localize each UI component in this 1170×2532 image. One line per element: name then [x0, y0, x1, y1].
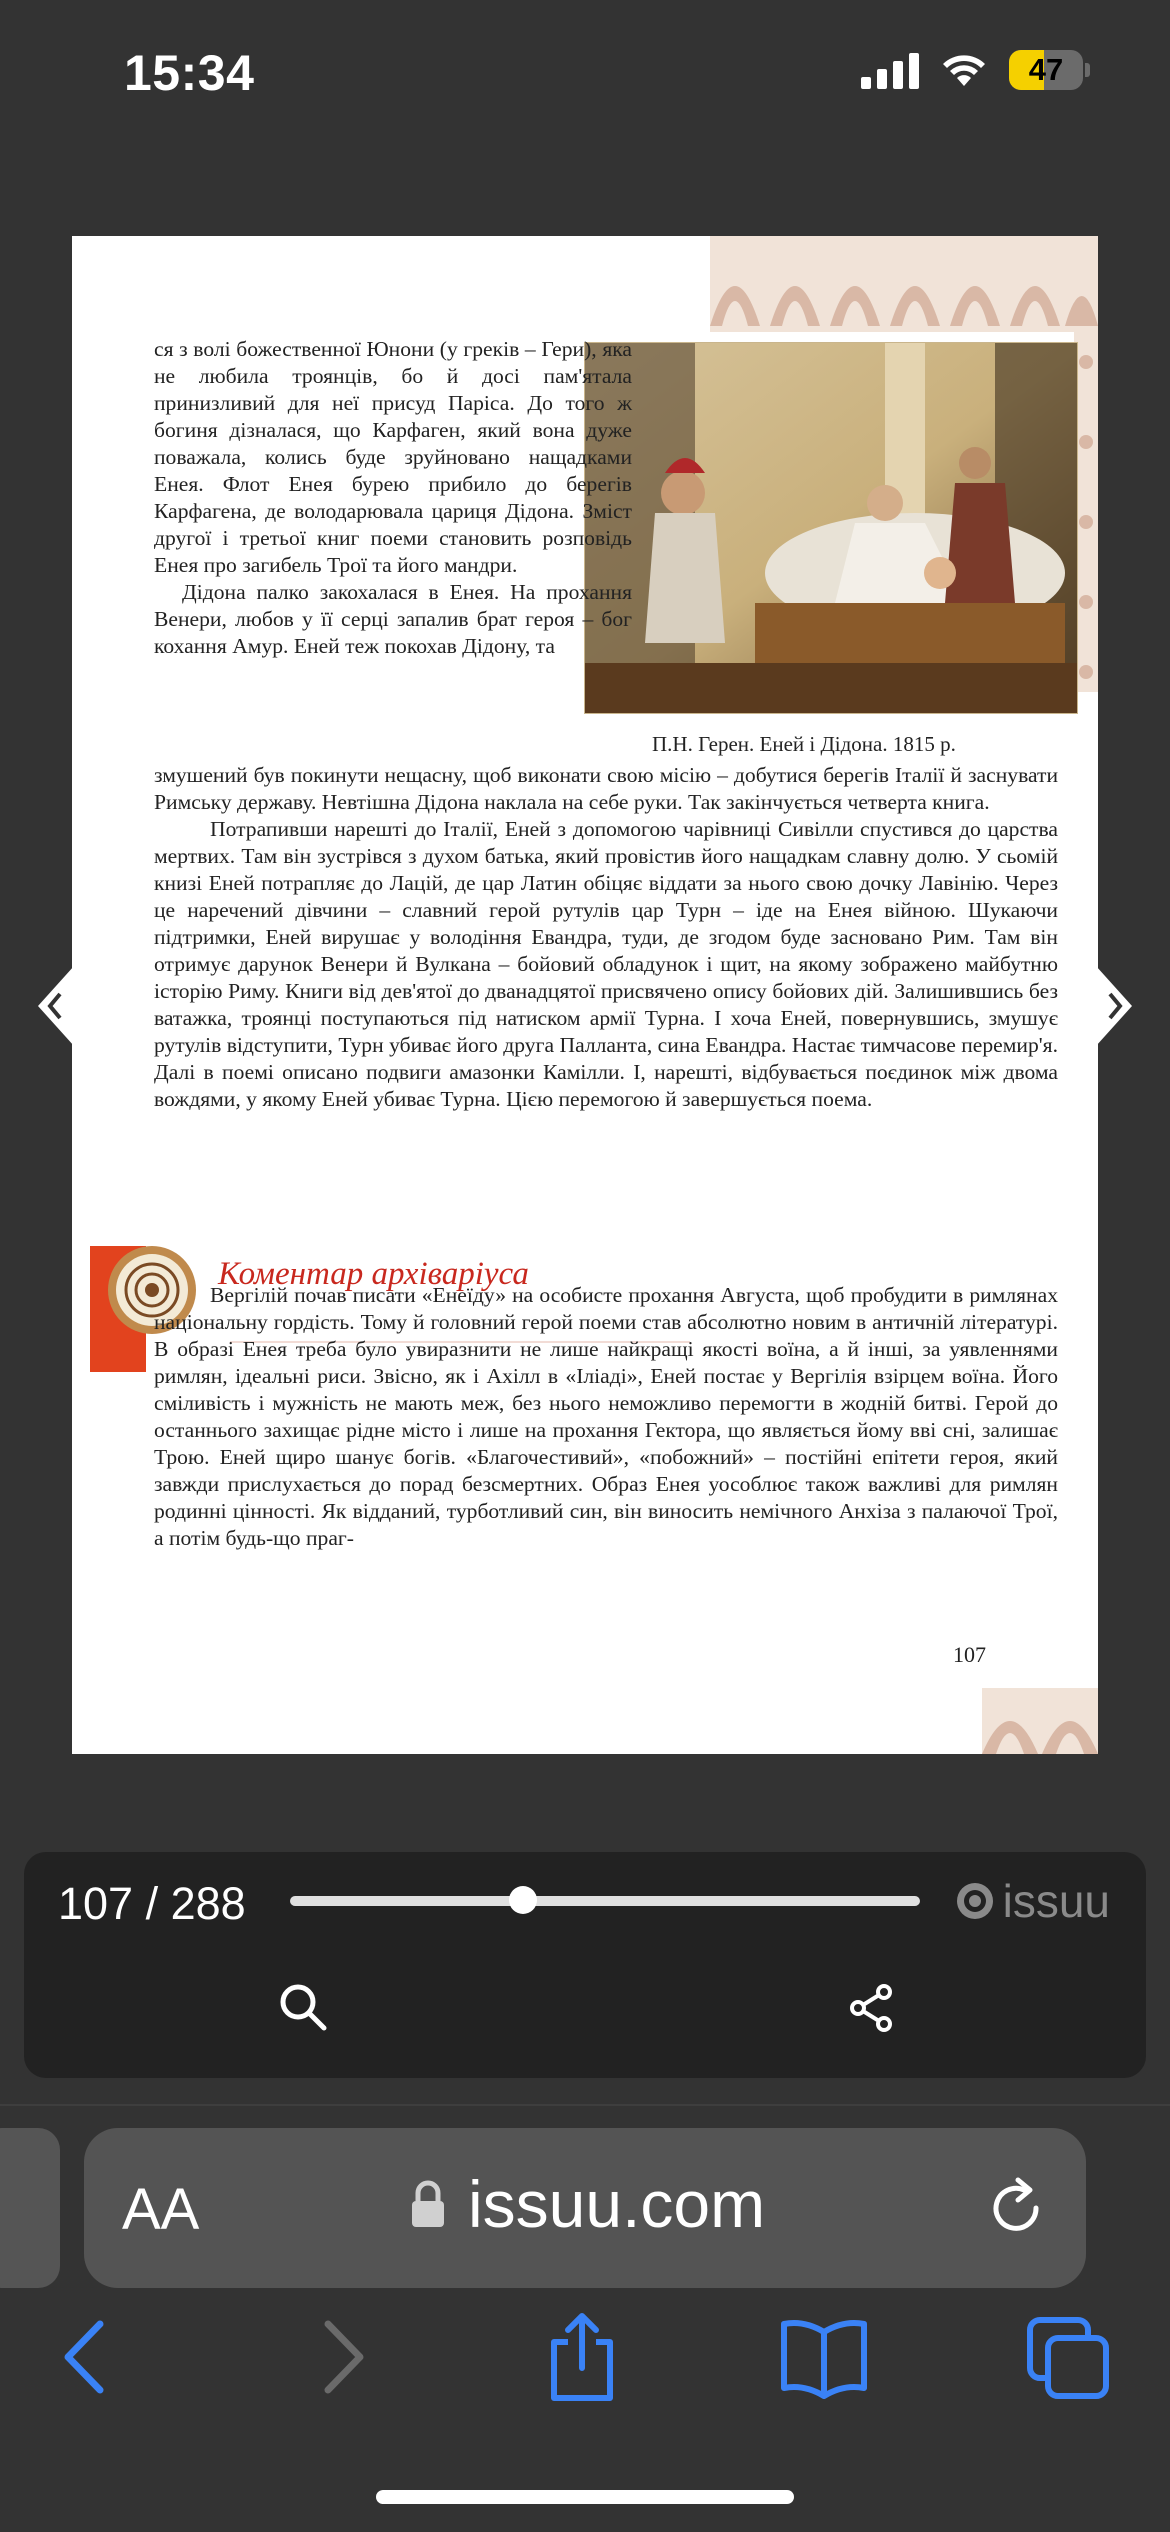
forward-icon[interactable]: [318, 2312, 368, 2402]
paragraph: Вергілій почав писати «Енеїду» на особисте прохання Августа, щоб пробудити в римлянах національну гордість. Тому й головний герой поеми став абсолютно новим в античній літературі. В образі Енея треба було увиразнити не лише найкращі якості воїна, а й інші, за уявленнями римлян, ідеальні риси. Звісно, як і Ахілл в «Іліаді», Еней постає у Вергілія взірцем воїна. Його сміливість і мужність не мають меж, без нього неможливо перемогти в жодній битві. Герой до останнього захищає рідне місто і лише на прохання Гектора, що являється йому вві сні, залишає Трою. Еней щиро шанує богів. «Благочестивий», «побожний» – постійні епітети героя, який завжди прислухається до порад безсмертних. Образ Енея уособлює також важливі для римлян родинні цінності. Як відданий, турботливий син, він виносить немічного Анхіза з палаючої Трої, а потім будь-що праг-: [154, 1283, 1058, 1550]
reload-icon[interactable]: [980, 2172, 1052, 2244]
paragraph: Потрапивши нарешті до Італії, Еней з допомогою чарівниці Сивілли спустився до царства мертвих. Там він зустрівся з духом батька, який провістив його нащадкам славну долю. У сьомій книзі Еней потрапляє до Лацій, де цар Латин обіцяє віддати за нього свою дочку Лавінію. Через це наречений дівчини – славний герой рутулів цар Турн – іде на Енея війною. Шукаючи підтримки, Еней вирушає у володіння Евандра, туди, де згодом буде засновано Рим. Там він отримує дарунок Венери й Вулкана – бойовий обладунок і щит, на якому зображено майбутню історію Риму. Книги від дев'ятої до дванадцятої присвячено опису бойових дій. Залишившись без ватажка, троянці поступаються під натиском армії Турна. І хоча Еней, повернувшись, змушує рутулів відступити, Турн убиває його друга Палланта, сина Евандра. Настає тимчасове перемир'я. Далі в поемі описано подвиги амазонки Камілли. І, нарешті, відбувається поєдинок між двома вождями, у якому Еней убиває Турна. Цією перемогою й завершується поема.: [154, 817, 1058, 1111]
book-page[interactable]: [72, 236, 1098, 1754]
comment-title: Коментар архіваріуса: [218, 1256, 529, 1292]
left-column-text: [154, 336, 632, 660]
previous-tab-preview[interactable]: [0, 2128, 60, 2288]
url-display[interactable]: [410, 2166, 765, 2242]
paragraph: змушений був покинути нещасну, щоб виконати свою місію – добутися берегів Італії й заснувати Римську державу. Невтішна Дідона наклала на себе руки. Так закінчується четверта книга.: [154, 763, 1058, 814]
tabs-icon[interactable]: [1026, 2312, 1112, 2402]
viewer-toolbar: [24, 1852, 1146, 2078]
back-icon[interactable]: [60, 2312, 110, 2402]
page-slider[interactable]: [290, 1896, 920, 1906]
painting-aeneas-dido: [584, 342, 1078, 714]
divider: [0, 2104, 1170, 2106]
wifi-icon: [941, 52, 987, 88]
ornament-bottom: [982, 1688, 1098, 1754]
paragraph: ся з волі божественної Юнони (у греків – Гери), яка не любила троянців, бо й досі пам'ятала принизливий для неї присуд Паріса. До того ж богиня дізналася, що Карфаген, який вона дуже поважала, колись буде зруйновано нащадками Енея. Флот Енея бурею прибило до берегів Карфагена, де володарювала цариця Дідона. Зміст другої і третьої книг поеми становить розповідь Енея про загибель Трої та його мандри.: [154, 337, 632, 577]
share-icon[interactable]: [842, 1978, 902, 2038]
comment-text-block: [154, 1282, 1058, 1552]
paragraph: Дідона палко закохалася в Енея. На прохання Венери, любов у її серці запалив брат героя – бог кохання Амур. Еней теж покохав Дідону, та: [154, 580, 632, 658]
main-text-block: [154, 762, 1058, 1113]
battery-percent: 47: [1028, 52, 1064, 87]
address-bar[interactable]: [84, 2128, 1086, 2288]
ornament-top: [710, 236, 1098, 332]
aa-label: AA: [122, 2177, 200, 2242]
next-page-arrow-icon[interactable]: [1096, 966, 1132, 1046]
lock-icon: [410, 2179, 446, 2229]
search-icon[interactable]: [274, 1978, 334, 2038]
status-icons: [861, 50, 1090, 90]
page-counter: 107 / 288: [58, 1878, 246, 1929]
bookmarks-icon[interactable]: [778, 2312, 870, 2402]
cellular-signal-icon: [861, 51, 919, 89]
page-slider-knob[interactable]: [509, 1886, 537, 1914]
previous-page-arrow-icon[interactable]: [38, 966, 74, 1046]
battery-icon: [1009, 50, 1083, 90]
url-text: issuu.com: [468, 2167, 766, 2241]
status-time: 15:34: [124, 45, 255, 101]
home-indicator[interactable]: [376, 2490, 794, 2504]
issuu-logo-icon: [955, 1881, 995, 1921]
share-sheet-icon[interactable]: [544, 2312, 620, 2402]
brand-name: issuu: [1002, 1875, 1110, 1927]
reader-settings-button[interactable]: [122, 2176, 199, 2243]
issuu-logo: [955, 1874, 1110, 1928]
painting-caption: П.Н. Герен. Еней і Дідона. 1815 р.: [652, 732, 956, 756]
page-number: 107: [953, 1642, 986, 1667]
